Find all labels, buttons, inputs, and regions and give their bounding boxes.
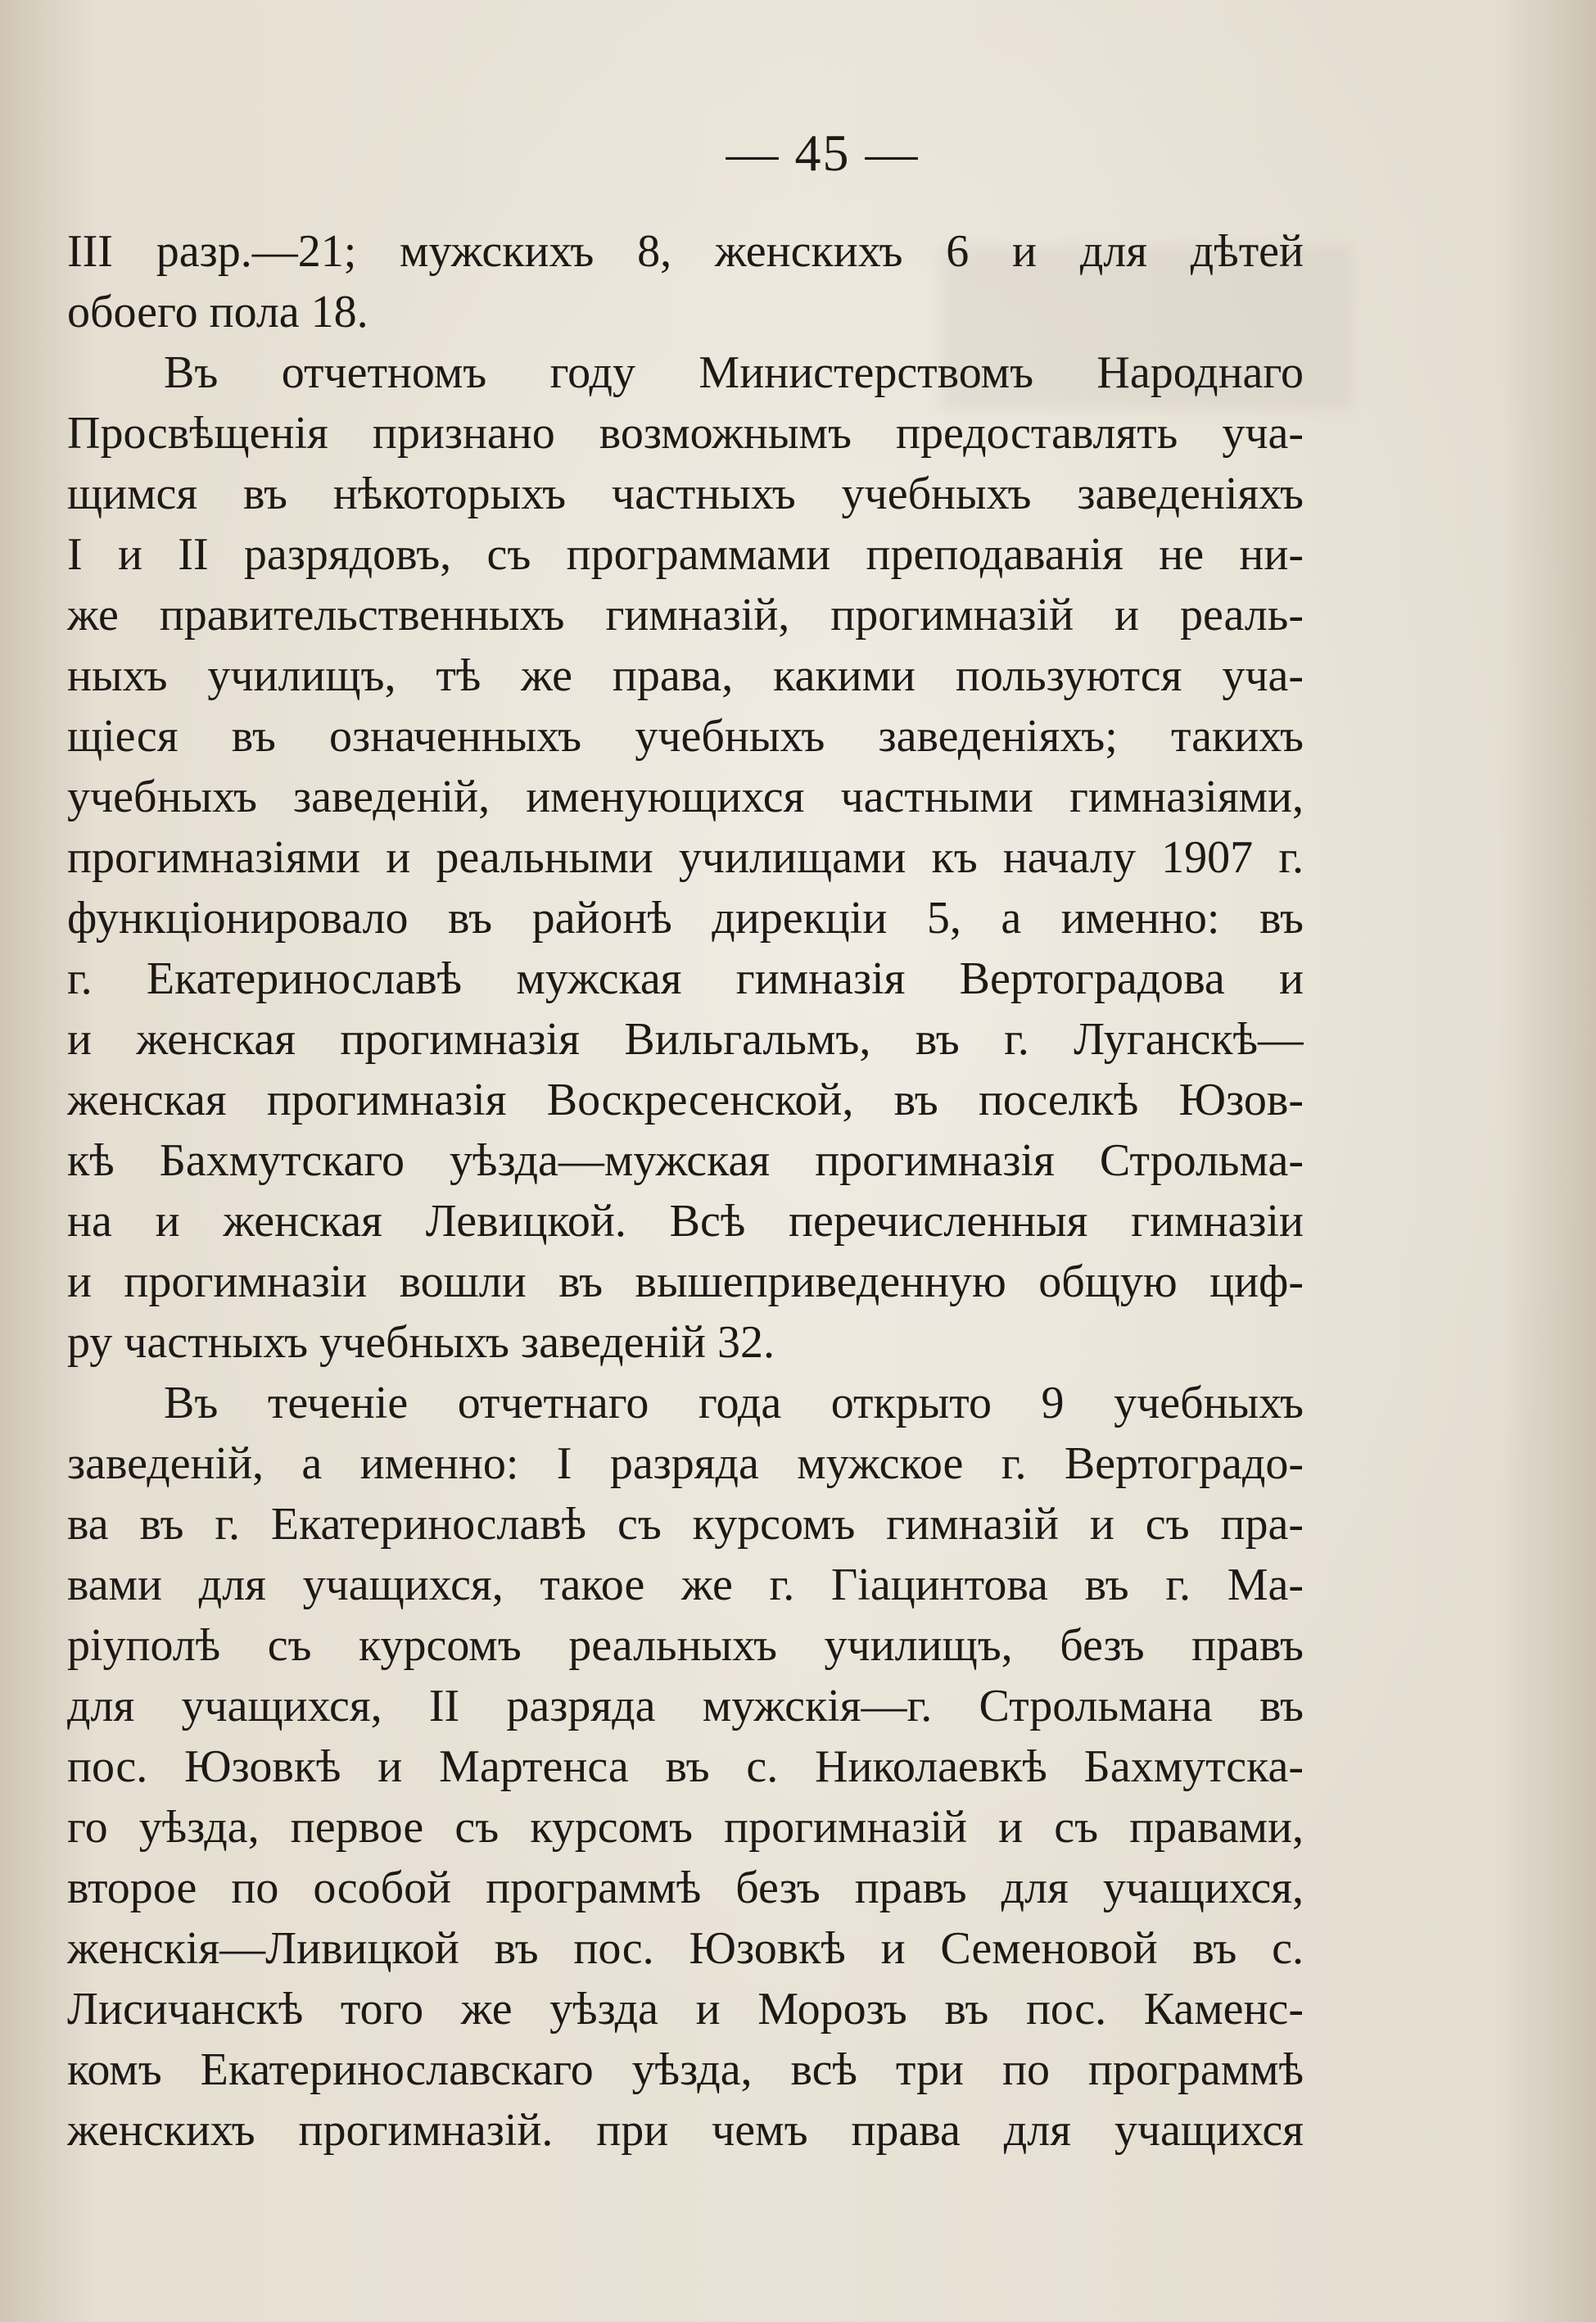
text-line: функціонировало въ районѣ дирекціи 5, а именно: въ	[67, 893, 1304, 944]
text-line: щіеся въ означенныхъ учебныхъ заведеніяхъ; такихъ	[67, 711, 1304, 762]
text-line: для учащихся, II разряда мужскія—г. Строльмана въ	[67, 1681, 1304, 1731]
text-line: кѣ Бахмутскаго уѣзда—мужская прогимназія Строльма-	[67, 1135, 1304, 1186]
text-line: Въ теченіе отчетнаго года открыто 9 учебныхъ	[164, 1378, 1304, 1428]
page-number: — 45 —	[726, 124, 920, 182]
text-line: комъ Екатеринославскаго уѣзда, всѣ три по программѣ	[67, 2044, 1304, 2095]
text-line: и прогимназіи вошли въ вышеприведенную общую циф-	[67, 1256, 1304, 1307]
text-line: женскія—Ливицкой въ пос. Юзовкѣ и Семеновой въ с.	[67, 1923, 1304, 1974]
text-line: на и женская Левицкой. Всѣ перечисленныя гимназіи	[67, 1196, 1304, 1247]
text-line: го уѣзда, первое съ курсомъ прогимназій и съ правами,	[67, 1802, 1304, 1853]
text-line: учебныхъ заведеній, именующихся частными гимназіями,	[67, 772, 1304, 822]
text-line: пос. Юзовкѣ и Мартенса въ с. Николаевкѣ Бахмутска-	[67, 1741, 1304, 1792]
text-line: же правительственныхъ гимназій, прогимназій и реаль-	[67, 590, 1304, 640]
text-line: г. Екатеринославѣ мужская гимназія Вертоградова и	[67, 953, 1304, 1004]
text-line: прогимназіями и реальными училищами къ началу 1907 г.	[67, 832, 1304, 883]
text-line: Въ отчетномъ году Министерствомъ Народнаго	[164, 347, 1304, 398]
text-line: ныхъ училищъ, тѣ же права, какими пользуются уча-	[67, 650, 1304, 701]
text-line: I и II разрядовъ, съ программами преподаванія не ни-	[67, 529, 1304, 580]
text-line: Просвѣщенія признано возможнымъ предоставлять уча-	[67, 408, 1304, 459]
body-text	[67, 221, 1304, 2161]
text-line: второе по особой программѣ безъ правъ для учащихся,	[67, 1863, 1304, 1913]
text-line: женская прогимназія Воскресенской, въ поселкѣ Юзов-	[67, 1075, 1304, 1125]
text-line: женскихъ прогимназій. при чемъ права для учащихся	[67, 2105, 1304, 2156]
text-line: Лисичанскѣ того же уѣзда и Морозъ въ пос. Каменс-	[67, 1984, 1304, 2035]
text-line: ріуполѣ съ курсомъ реальныхъ училищъ, безъ правъ	[67, 1620, 1304, 1671]
text-line: заведеній, а именно: I разряда мужское г. Вертоградо-	[67, 1438, 1304, 1489]
text-line: III разр.—21; мужскихъ 8, женскихъ 6 и для дѣтей	[67, 226, 1304, 277]
text-line: вами для учащихся, такое же г. Гіацинтова въ г. Ма-	[67, 1559, 1304, 1610]
text-line: ру частныхъ учебныхъ заведеній 32.	[67, 1317, 775, 1368]
text-line: ва въ г. Екатеринославѣ съ курсомъ гимназій и съ пра-	[67, 1499, 1304, 1550]
text-line: и женская прогимназія Вильгальмъ, въ г. Луганскѣ—	[67, 1014, 1304, 1065]
text-line: щимся въ нѣкоторыхъ частныхъ учебныхъ заведеніяхъ	[67, 468, 1304, 519]
text-line: обоего пола 18.	[67, 287, 368, 337]
